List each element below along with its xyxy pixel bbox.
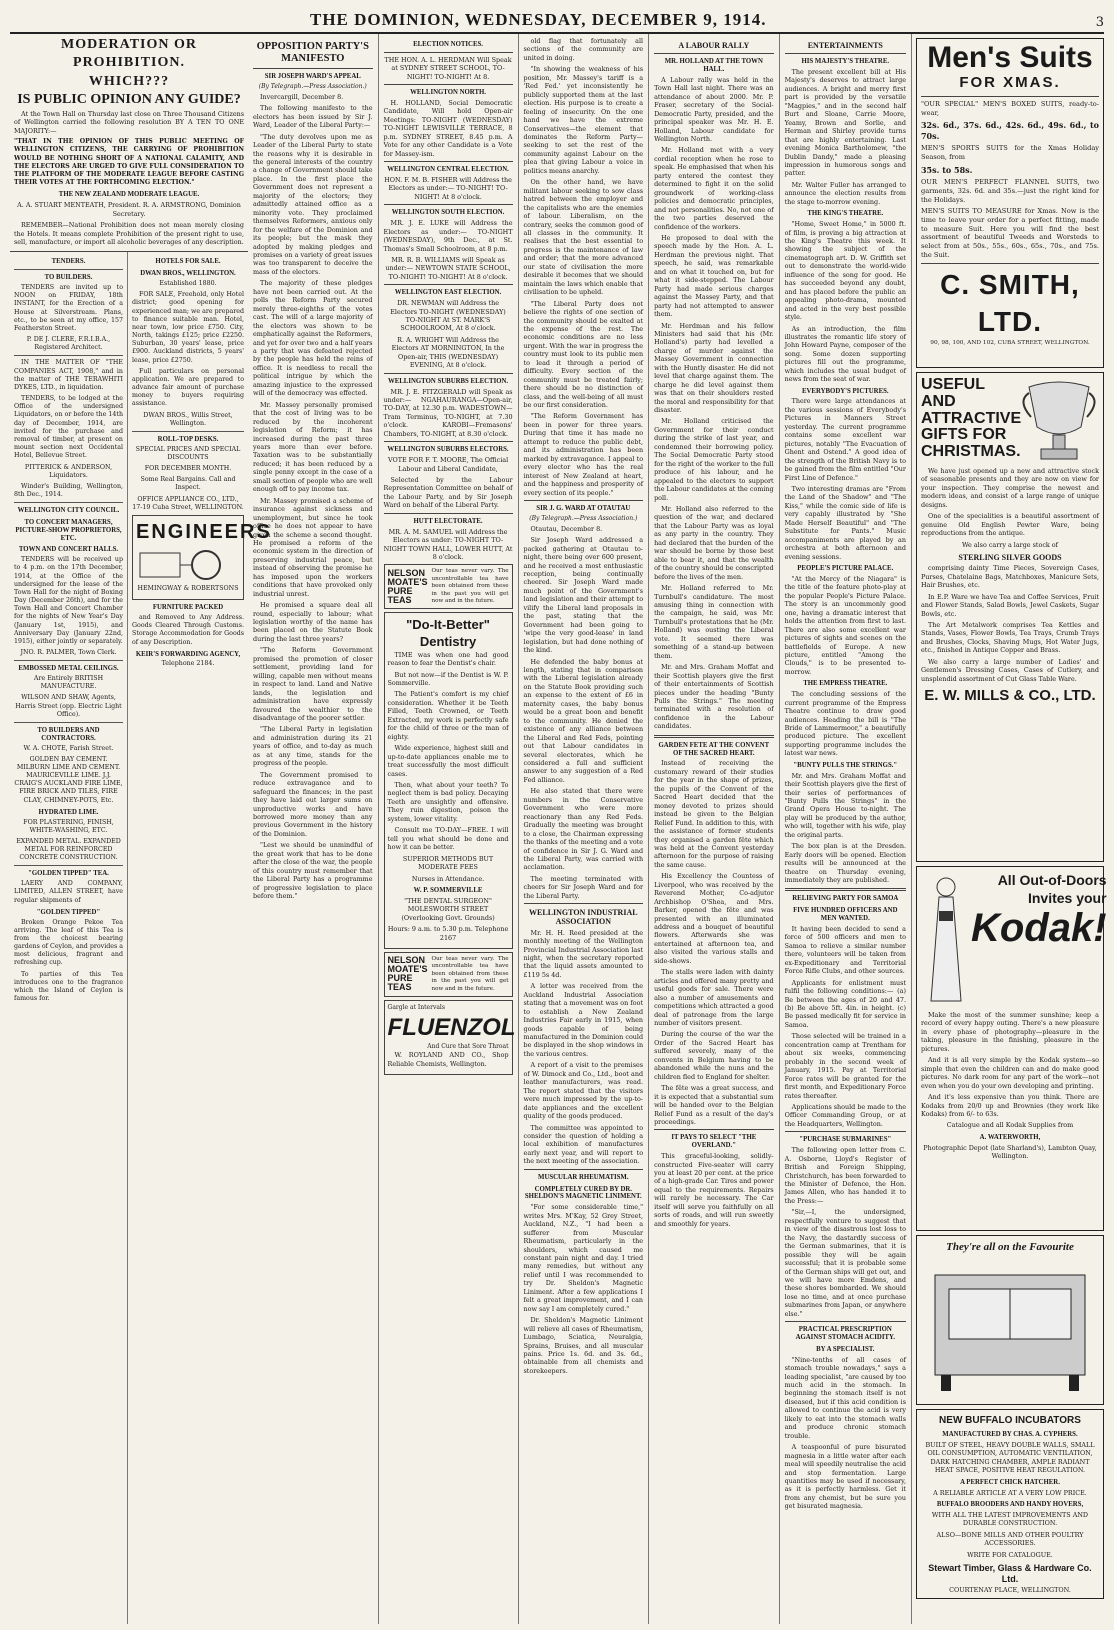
hotels-list: FOR SALE, Freehold, only Hotel district; good opening for experienced man; we are prepared to finance suitable man. Hotel, near town, low price £750. City, North, takings £125; price £2250. Suburban, 30 years' lease, price £900. Auckland districts, 5 years' lease, price £2750. [132, 291, 244, 364]
kings-heading: THE KING'S THEATRE. [807, 210, 884, 218]
tenders-heading: TENDERS. [51, 258, 86, 266]
election-wsub: WELLINGTON SUBURBS ELECTION. [387, 377, 509, 385]
moderation-remember: REMEMBER—National Prohibition does not mean merely closing the Hotels. It means complete Prohibition of the present right to use, sell, manufacture, or import all alcoholic beverages of any description. [14, 221, 244, 246]
moderation-resolution: "THAT IN THE OPINION OF THIS PUBLIC MEETING OF WELLINGTON CITIZENS, THE CARRYING OF PROHIBITION WOULD BE NOTHING SHORT OF A NATIONAL CALAMITY, AND THE ELECTORS ARE URGED TO GIVE FULL CONSIDERATION TO THE PLATFORM OF THE MODERATE LEAGUE BEFORE CASTING THEIR VOTES AT THE FORTHCOMING ELECTION." [14, 138, 244, 187]
tenders-builders: TO BUILDERS. [44, 274, 93, 282]
samoa-p3: Those selected will be trained in a concentration camp at Trentham for about six weeks, commencing probably in the second week of January, 1915. Pay at Territorial Force rates will be granted for the first month, and Expeditionary Force rates thereafter. [784, 1032, 906, 1100]
furniture-heading: FURNITURE PACKED [152, 604, 224, 612]
golden-tipped-ceylon: To parties of this Tea introduces one to the fragrance which the Island of Ceylon is famous for. [14, 970, 123, 1003]
samoa-sub: FIVE HUNDRED OFFICERS AND MEN WANTED. [793, 907, 898, 923]
stewart-timber: Stewart Timber, Glass & Hardware Co. Ltd. [928, 1563, 1092, 1584]
rheumatism-sub: COMPLETELY CURED BY DR. SHELDON'S MAGNETIC LINIMENT. [524, 1185, 642, 1201]
election-williams: MR. R. B. WILLIAMS will Speak as under:— NEWTOWN STATE SCHOOL, TO-NIGHT! TO-NIGHT! At 8 o'clock. [385, 255, 511, 281]
builders-heading: TO BUILDERS AND CONTRACTORS. [37, 726, 100, 742]
column-1 [10, 34, 272, 1624]
suits-title: Men's Suits [927, 41, 1093, 74]
election-moore: VOTE FOR F. T. MOORE, The Official Labour and Liberal Candidate, [387, 456, 509, 473]
opposition-p7: "The Reform Government promised the promotion of closer settlement, providing land for willing, capable men without means in respect to land. Land and Native lands, the legislation and administration have expressly favoured the wealthier to the disadvantage of the poorer settler. [253, 646, 373, 723]
moderation-which: WHICH??? [88, 73, 170, 89]
prescription-sub: BY A SPECIALIST. [816, 1345, 875, 1353]
moderation-officers: A. A. STUART MENTEATH, President. R. A. ARMSTRONG, Dominion Secretary. [17, 201, 241, 218]
wcc-halls: TOWN AND CONCERT HALLS. [18, 546, 119, 554]
golden-tipped-heading: "GOLDEN TIPPED" TEA. [28, 870, 109, 878]
mills-p6: In E.P. Ware we have Tea and Coffee Services, Fruit and Flower Stands, Salad Bowls, Jewel Caskets, Sugar Bowls, etc. [920, 592, 1099, 618]
overland-heading: IT PAYS TO SELECT "THE OVERLAND." [671, 1134, 757, 1150]
election-selected: Selected by the Labour Representation Committee on behalf of the Labour Party, and by Sir Joseph Ward on behalf of the Liberal Party. [383, 476, 513, 510]
column-6 [780, 34, 912, 1624]
kodak-dealer: A. WATERWORTH, [979, 1133, 1041, 1141]
opposition-p3: The majority of these pledges have not been carried out. At the polls the Reform Party secured merely three-eighths of the votes cast. The will of a large majority of the electors was shown to be emphatically against the Reformers, and yet for over two and a half years a party that was defeated rejected by the people has held the reins of office. It is needless to recall the political intrigue by which the amazing injustice to the expressed will of the democracy was effected. [253, 279, 373, 398]
nelson-name-2: NELSON MOATE'S PURE TEAS [387, 955, 428, 993]
tender-timber: TENDERS, to be lodged at the Office of the undersigned Liquidators, on or before the 14th day of December, 1914, are invited for the purchase and removal of timber, at present on mount section next Occidental Hotel, Bellevue Street. [14, 395, 123, 460]
fluenzol-cure: And Cure that Sore Throat [427, 1043, 509, 1051]
submarines-p1: The following open letter from C. A. Osborne, Lloyd's Register of British and Foreign Shipping, Christchurch, has been forwarded to the Minister of Defence, the Hon. James Allen, who has handed it to the Press:— [784, 1146, 906, 1205]
wia-p3: A report of a visit to the premises of W. Dimock and Co., Ltd., boot and leather manufacturers, was read. The report stated that the visitors were much impressed by the up-to-date appliances and the excellent quality of the goods produced. [523, 1061, 644, 1121]
election-ws: WELLINGTON SOUTH ELECTION. [391, 209, 505, 217]
labour-p8: Mr. and Mrs. Graham Moffat and their Scottish players give the first of their entertainments of Scottish pieces under the heading "Bunty Pulls the Strings." The meeting terminated with a resolution of confidence in the Labour candidates. [654, 663, 774, 731]
kodak-logo: Kodak! [970, 905, 1107, 950]
dentist-name: W. P. SOMMERVILLE [413, 886, 483, 894]
stewart-address: COURTENAY PLACE, WELLINGTON. [949, 1585, 1071, 1594]
election-wn: WELLINGTON NORTH. [410, 89, 486, 97]
wia-heading: WELLINGTON INDUSTRIAL ASSOCIATION [529, 908, 638, 927]
opposition-dateline: Invercargill, December 8. [260, 92, 344, 101]
election-fitzgerald: MR. J. E. FITZGERALD will Speak as under:— NGAHAURANGA—Open-air, TO-DAY, at 12.30 p.m. WADESTOWN—Tram Terminus, TO-NIGHT, at 7.30 o'clock. KAROBI—Fremasons' Chambers, TO-NIGHT, at 8.30 o'clock. [383, 387, 513, 438]
kodak-p2: And it is all very simple by the Kodak system—so simple that even the children can and do make good pictures. No dark room for any part of the work—not even when you do your own developing and printing. [920, 1056, 1099, 1090]
fluenzol-tag: Gargle at Intervals [387, 1003, 445, 1011]
hydrated-lime: HYDRATED LIME. [38, 808, 99, 816]
wcc-heading: WELLINGTON CITY COUNCIL. [17, 507, 120, 515]
labour-p7: Mr. Holland referred to Mr. Turnbull's candidature. The most amusing thing in connection with the campaign, he said, was Mr. Turnbull's protestations that he (Mr. Holland) was ousting the Liberal vote. It seemed there was something of a stand-up between them. [654, 584, 774, 660]
kodak-p1: Make the most of the summer sunshine; keep a record of every happy outing. There's a new pleasure in every phase of photography—pleasure in the taking, pleasure in the finishing, pleasure in the pictures. [920, 1011, 1099, 1053]
rheumatism-p2: Dr. Sheldon's Magnetic Liniment will relieve all cases of Rheumatism, Lumbago, Sciatica, Neuralgia, Sprains, Bruises, and all muscular pains. Price 1s. 6d. and 3s. 6d., obtainable from all chemists and storekeepers. [523, 1316, 644, 1375]
bunty-p2: The box plan is at the Dresden. Early doors will be opened. Election results will be announced at the theatre on Thursday evening, immediately they are published. [784, 842, 906, 885]
rolltop-heading: ROLL-TOP DESKS. [157, 435, 219, 443]
embossed-british: Are Entirely BRITISH MANUFACTURE. [33, 675, 104, 691]
fluenzol-title: FLUENZOL [387, 1013, 516, 1041]
election-luke: MR. J. E. LUKE will Address the Electors as under:— TO-NIGHT (WEDNESDAY), 9th Dec., at St. Thomas's Small Schoolroom, at 8 p.m. [383, 219, 513, 253]
engineers-advert [132, 515, 272, 600]
overland-text: This graceful-looking, solidly-constructed Five-seater will carry you at least 20 per cent. at the price of a high-grade Car. Tires and power equal to the requirements. Repairs will rarely be necessary. The Car itself will serve you faithfully on all sorts of roads, and will run sweetly and smoothly for years. [654, 1152, 774, 1228]
labour-heading: A LABOUR RALLY [678, 41, 750, 50]
opposition-p4: Mr. Massey personally promised that the cost of living was to be reduced by the incoherent legislation of Reform; it has increased during the past three years more than ever before. Taxation was to be substantially reduced; it has been reduced by a single penny except in the case of a small section of people who are well enough off to pay income tax. [253, 400, 373, 494]
his-majestys-p1: The present excellent bill at His Majesty's deserves to attract large audiences. A bright and merry first part is provided by the versatile "Magpies," and in the second half Burt and Sloane, Carrie Moore, Yeamy, Brown and Sorlie, and Herman and Shirley provide turns that are highly entertaining. Last evening Monica Bartholomew, "the Dublin Dandy," made a pleasing impression in humorous songs and patter. [784, 68, 906, 178]
mills-p1: We have just opened up a new and attractive stock of seasonable presents and they are now on view for your inspection. They comprise the newest and modern ideas, and consist of a large range of unique designs. [920, 467, 1099, 509]
tender-town-hall-sig: JNO. R. PALMER, Town Clerk. [20, 649, 117, 657]
fluenzol-maker: W. ROYLAND AND CO., Shop Reliable Chemists, Wellington. [387, 1051, 509, 1068]
submarines-heading: "PURCHASE SUBMARINES" [799, 1136, 892, 1144]
otautau-p3: He also stated that there were numbers in the Conservative Government who were more reactionary than any Red Feds. Gradually the meeting was brought to a close, the Chairman expressing the thanks of the meeting and a vote of confidence in Sir J. G. Ward and the Liberal Party, was carried with acclamation. [523, 787, 644, 872]
hotels-finance: Full particulars on personal application. We are prepared to advance fair amount of purchase money to buyers requiring assistance. [132, 367, 244, 408]
peoples-heading: PEOPLE'S PICTURE PALACE. [797, 565, 894, 573]
dwan-est: Established 1880. [159, 280, 217, 288]
kings-p1: "Home, Sweet Home," in 5000 ft. of film, is proving a big attraction at the King's Theatre this week. It showing the subject of the cinematograph art. D. W. Griffith set out to demonstrate the world-wide influence of the song for good. He has succeeded beyond any doubt, and has placed before the public an appealing photo-drama, mounted and acted in the very best possible style. [784, 220, 906, 322]
keir-phone: Telephone 2184. [161, 660, 215, 668]
dentist-advert [384, 612, 513, 949]
buffalo-incubators-advert [916, 1409, 1104, 1599]
prescription-p2: A teaspoonful of pure bisurated magnesia in a little water after each meal will speedily neutralise the acid and stop fermentation. Large quantities may be used if necessary, as it is perfectly harmless. Get it from any chemist, but be sure you get bisurated magnesia. [784, 1443, 906, 1511]
samoa-p1: It having been decided to send a force of 500 officers and men to Samoa to relieve a similar number there, volunteers will be taken from ex-Expeditionary and Territorial Force Rifle Clubs, and other sources. [784, 924, 906, 976]
mills-company: E. W. MILLS & CO., LTD. [924, 687, 1096, 705]
engine-illustration [136, 545, 236, 585]
wcc-sub: TO CONCERT MANAGERS, PICTURE-SHOW PROPRIETORS, ETC. [15, 519, 122, 542]
moderation-question: IS PUBLIC OPINION ANY GUIDE? [17, 92, 241, 108]
speech-p2: "In showing the weakness of his position, Mr. Massey's tariff is a 'Red Fed.' yet inconsistently he publicly supported them at the last election. His purpose is to create a feeling of insecurity. On the one hand we have the extreme Conservatives—the element that dominates the Reform Party—seeking to set the rest of the community against Labour on the plea that giving Labour a voice in politics means anarchy. [523, 65, 644, 175]
buffalo-title: NEW BUFFALO INCUBATORS [939, 1415, 1081, 1426]
labour-p4: Mr. Herdman and his fellow Ministers had said that his (Mr. Holland's) party had levelled a charge of murder against the Massey Government in connection with the Huntly disaster. He did not level that charge against them. The charge he did level against them was that on their shoulders rested the moral and responsibility for that disaster. [654, 321, 774, 415]
opposition-p2: "The duty devolves upon me as Leader of the Liberal Party to state the reasons why it is desirable in the general interests of the country a change of Government should take place. In the first place the Government does not represent a majority of the electors; they admittedly attained office as a minority vote. They proclaimed themselves Reformers, anxious only for the welfare of the Dominion and its people; but the mask they adopted by making pledges and promises on a variety of great issues was too transparent to deceive the mass of the electors. [253, 132, 373, 276]
empress-p1: The concluding sessions of the current programme of the Empress Theatre continue to draw good audiences. Heading the bill is "The Bride of Lammermoor," a beautifully produced picture. The excellent supporting programme includes the latest war news. [784, 690, 906, 758]
mills-p5: comprising dainty Time Pieces, Sovereign Cases, Purses, Chatelaine Bags, Matchboxes, Manicure Sets, Hair Brushes, etc. [920, 564, 1099, 590]
nelson-advert [384, 564, 513, 609]
suits-l2: 32s. 6d., 37s. 6d., 42s. 6d., 49s. 6d., to 70s. [920, 120, 1099, 141]
buffalo-price: A RELIABLE ARTICLE AT A VERY LOW PRICE. [933, 1488, 1087, 1497]
furniture-desc: and Removed to Any Address. Goods Cleared Through Customs. Storage Accommodation for Goods of any Description. [132, 613, 244, 646]
kodak-line1: All Out-of-Doors [997, 872, 1107, 888]
election-fisher: HON. F. M. B. FISHER will Address the Electors as under:— TO-NIGHT! TO-NIGHT! At 8 o'clock. [384, 175, 512, 201]
rheumatism-heading: MUSCULAR RHEUMATISM. [538, 1173, 629, 1181]
buffalo-catalogue: WRITE FOR CATALOGUE. [967, 1550, 1053, 1559]
incubator-illustration [921, 1255, 1099, 1395]
labour-p2: Mr. Holland met with a very cordial reception when he rose to speak. He emphasised that when his party entered the contest they determined to fight it on the solid groundwork of working-class policies and democratic principles, and not personalities. No, not one of the two parties deserved the confidence of the workers. [654, 146, 774, 231]
speech-p4: "The Liberal Party does not believe the rights of one section of the community should be exalted at the expense of the rest. The economic conditions are no less urgent. With the war in progress the country must look to its public men to lead it through a period of difficulty. Every section of the community must be treated fairly; there should be no distinction of class, and the well-being of all must be our first consideration. [523, 299, 644, 410]
suits-l6: MEN'S SUITS TO MEASURE for Xmas. Now is the time to leave your order for a perfect fitting, made to measure Suit. Here you will find the best assortment of beautiful Tweeds and Worsteds to select from at 50s., 55s., 60s., 65s., 70s., and 75s. the Suit. [920, 207, 1099, 259]
bunty-p1: Mr. and Mrs. Graham Moffat and their Scottish players give the first of their series of performances of "Bunty Pulls the Strings" in the Grand Opera House to-night. The play will be produced by the author, who will, together with his wife, play the original parts. [784, 771, 906, 839]
moderation-intro: At the Town Hall on Thursday last close on Three Thousand Citizens of Wellington carried the following resolution BY A TEN TO ONE MAJORITY:— [14, 109, 244, 135]
mills-gifts-advert [916, 372, 1104, 862]
suits-l1: "OUR SPECIAL" MEN'S BOXED SUITS, ready-to-wear, [920, 99, 1099, 117]
garden-p2: His Excellency the Countess of Liverpool, who was received by the Reverend Mother, Co-adjutor Archbishop O'Shea, and Mrs. Barker, opened the fête and was presented with an illuminated address and a bouquet of beautiful flowers. Afterwards she was entertained at afternoon tea, and also visited the various stalls and side-shows. [654, 872, 774, 965]
engineers-title: ENGINEERS [136, 521, 272, 543]
dentist-p1: TIME was when one had good reason to fear the Dentist's chair. [387, 650, 509, 668]
dwan-address: DWAN BROS., Willis Street, Wellington. [143, 411, 233, 427]
samoa-p4: Applications should be made to the Officer Commanding Group, or at the Headquarters, Wellington. [784, 1102, 906, 1128]
mills-p8: We also carry a large number of Ladies' and Gentlemen's Dressing Cases, Cases of Cutlery, and unsplendid assortment of Cut Glass Table Ware. [920, 657, 1099, 683]
column-3 [379, 34, 519, 1624]
samoa-p2: Applicants for enlistment must fulfil the following conditions:— (a) Be between the ages of 20 and 47. (b) Be above 5ft. 4in. in height. (c) Be passed medically fit for service in Samoa. [784, 978, 906, 1029]
classifieds-column [128, 252, 272, 1624]
otautau-p2: He defended the baby bonus at length, stating that in comparison with the Liberal legislation already on the Statute Book providing such an expense to the extent of £6 in maternity cases, the baby bonus would be a great boon and benefit to the community. He denied the existence of any alliance between the Liberal and Red Feds, pointing out that Labour candidates in several electorates, which he considered a full and sufficient answer to any suggestion of a Red Fed alliance. [523, 657, 644, 784]
election-hutt: HUTT ELECTORATE. [413, 517, 483, 525]
everybodys-p1: There were large attendances at the various sessions of Everybody's Pictures in Manners Street yesterday. The current programme contains some excellent war pictures, notably "The Evacuation of Ghent and Ostend." A good idea of the strength of the British Navy is to be gained from the film entitled "Our First Line of Defence." [784, 397, 906, 482]
kodak-line2: Invites your [1027, 890, 1107, 907]
opposition-subhead: SIR JOSEPH WARD'S APPEAL [264, 73, 361, 81]
moderation-advert [10, 34, 248, 252]
bunty-heading: "BUNTY PULLS THE STRINGS." [793, 761, 898, 769]
prescription-heading: PRACTICAL PRESCRIPTION AGAINST STOMACH ACIDITY. [795, 1326, 895, 1342]
election-heading: ELECTION NOTICES. [413, 41, 483, 48]
dentist-hours: Hours: 9 a.m. to 5.30 p.m. Telephone 2167 [387, 925, 509, 942]
election-wsub-electors: WELLINGTON SUBURBS ELECTORS. [387, 446, 509, 454]
kodak-dealer-address: Photographic Depot (late Sharland's), Lambton Quay, Wellington. [923, 1143, 1097, 1161]
election-we: WELLINGTON EAST ELECTION. [394, 289, 502, 297]
column-5 [649, 34, 780, 1624]
dentist-p4: Wide experience, highest skill and up-to-date appliances enable me to treat successfully the most difficult cases. [387, 744, 509, 778]
otautau-p4: The meeting terminated with cheers for Sir Joseph Ward and for the Liberal Party. [523, 874, 644, 900]
woman-with-camera-illustration [921, 871, 971, 1011]
masthead-title: THE DOMINION, WEDNESDAY, DECEMBER 9, 1914. [310, 10, 767, 29]
c-smith-logo: C. SMITH, LTD. [940, 268, 1080, 337]
his-majestys-p2: Mr. Walter Fuller has arranged to announce the election results from the stage to-morrow evening. [784, 180, 906, 206]
buffalo-hatcher: A PERFECT CHICK HATCHER. [960, 1478, 1060, 1486]
garden-p3: The stalls were laden with dainty articles and offered many pretty and useful goods for sale. There were also a number of amusements and competitions which attracted a good deal of patronage from the large number of visitors present. [654, 968, 774, 1028]
trophy-cup-illustration [1015, 377, 1103, 467]
opposition-p8: "The Liberal Party in legislation and administration during its 21 years of office, and to-day as much as at any time, stands for the progress of the people. [253, 725, 373, 768]
nelson-text-2: Our teas never vary. The uncontrollable tea have been obtained from these in the past you will get now and in the future. [431, 956, 509, 992]
speech-p1: old flag that fortunately all sections of the community are united in doing. [523, 37, 644, 62]
moderation-title: MODERATION OR PROHIBITION. [60, 37, 198, 71]
wia-p2: A letter was received from the Auckland Industrial Association stating that a movement was on foot to establish a New Zealand Industries Fair early in 1915, when goods capable of being manufactured in the Dominion could be displayed in the shop windows in the various centres. [523, 982, 644, 1058]
suits-l3: MEN'S SPORTS SUITS for the Xmas Holiday Season, from [920, 144, 1099, 161]
tender-terawhiti: IN THE MATTER OF "THE COMPANIES ACT, 1908," and in the matter of THE TERAWHITI DYKES, LTD., in liquidation. [14, 359, 123, 391]
dentist-p8: Nurses in Attendance. [411, 874, 485, 883]
buffalo-brooders: BUFFALO BROODERS AND HANDY HOVERS, [936, 1501, 1084, 1509]
everybodys-p2: Two interesting dramas are "From the Land of the Shadow" and "The Kiss," while the comic side of life is very capably illustrated by "She Made Herself Beautiful" and "The Substitute for Pants." Music accompaniments are played by an orchestra at both afternoon and evening sessions. [784, 485, 906, 561]
kodak-p4: Catalogue and all Kodak Supplies from [946, 1121, 1074, 1130]
his-majestys-heading: HIS MAJESTY'S THEATRE. [801, 58, 890, 66]
dwan-heading: DWAN BROS., WELLINGTON. [140, 270, 236, 278]
keir-heading: KEIR'S FORWARDING AGENCY, [135, 650, 241, 658]
opposition-p9: The Government promised to reduce extravagance and to safeguard the finances; in the past they have laid out larger sums on unproductive works and have borrowed more money than any previous Government in the history of the Dominion. [253, 770, 373, 838]
kodak-p3: And it's less expensive than you think. There are Kodaks from 20/0 up and Brownies (they work like Kodaks) from 6/- to 63s. [920, 1093, 1099, 1118]
buffalo-features: BUILT OF STEEL, HEAVY DOUBLE WALLS, SMALL OIL CONSUMPTION, AUTOMATIC VENTILATION, DARK HATCHING CHAMBER, AMPLE RADIANT HEAT SPACE, POSITIVE HEAT REGULATION. [925, 1441, 1095, 1475]
rolltop-bargains: Some Real Bargains. Call and Inspect. [140, 476, 236, 492]
garden-p1: Instead of receiving the customary reward of their studies for the year in the shape of prizes, the pupils of the Convent of the Sacred Heart decided that the money devoted to prizes should instead be given to the Belgian Relief Fund. In addition to this, with the assistance of former students they organised a garden fête which was held at the Convent yesterday afternoon for the purpose of raising the same cause. [654, 759, 774, 869]
plastering: FOR PLASTERING, FINISH, WHITE-WASHING, ETC. [23, 818, 114, 834]
wia-p4: The committee was appointed to consider the question of holding a local exhibition of manufactures early next year, and will report to the next meeting of the association. [523, 1123, 644, 1166]
golden-tipped-sub: "GOLDEN TIPPED" [36, 908, 101, 916]
tender-timber-date: Winder's Building, Wellington, 8th Dec., 1914. [14, 482, 123, 499]
labour-p1: A Labour rally was held in the Town Hall last night. There was an attendance of about 2000. Mr. P. Fraser, secretary of the Social-Democratic Party, presided, and the principal speaker was Mr. H. E. Holland, Labour candidate for Wellington North. [654, 75, 774, 143]
page-number: 3 [1095, 15, 1104, 30]
dentist-heading: "Do-It-Better" Dentistry [406, 617, 490, 650]
wia-p1: Mr. H. H. Reed presided at the monthly meeting of the Wellington Provincial Industrial Association last night, when the secretary reported that the liquid assets amounted to £119 5s 4d. [523, 928, 644, 979]
empress-heading: THE EMPRESS THEATRE. [803, 680, 888, 688]
garden-p4: During the course of the war the Order of the Sacred Heart has suffered severely, many of the convents in Belgium having to be abandoned while the nuns and the children fled to England for shelter. [654, 1030, 774, 1081]
mills-title: USEFUL AND ATTRACTIVE GIFTS FOR CHRISTMAS. [920, 376, 1022, 461]
suits-l5: OUR MEN'S PERFECT FLANNEL SUITS, two garments, 32s. 6d. and 35s.—just the right kind for the Holidays. [920, 178, 1099, 204]
speech-p5: "The Reform Government has been in power for three years. During that time it has made no attempt to reduce the public debt, and its administration has been marked by extravagance. I appeal to every elector who has the real interest of New Zealand at heart, and the happiness and prosperity of every section of its people." [523, 412, 644, 497]
nelson-name: NELSON MOATE'S PURE TEAS [387, 567, 428, 605]
dentist-p3: The Patient's comfort is my chief consideration. Whether it be Teeth Filled, Teeth Crowned, or Teeth Extracted, my work is perfectly safe for the child of three or the man of eighty. [387, 690, 509, 741]
moderation-league: THE NEW ZEALAND MODERATE LEAGUE. [58, 191, 200, 199]
engineers-company: HEMINGWAY & ROBERTSONS [137, 585, 239, 592]
labour-p3: He proposed to deal with the speech made by the Hon. A. L. Herdman the previous night. That speech, he said, was remarkable and on what it touched on, but for what it side-stepped. The Labour Party had made serious charges against the Massey Party, and that party had not attempted to answer them. [654, 233, 774, 319]
tender-timber-sig: PITTERICK & ANDERSON, Liquidators. [24, 463, 113, 479]
nelson-text: Our teas never vary. The uncontrollable tea have been obtained from these in the past you will get now and in the future. [431, 568, 509, 604]
prescription-p1: "Nine-tenths of all cases of stomach trouble nowadays," says a leading specialist, "are caused by too much acid in the stomach. In beginning the stomach itself is not diseased, but if this acid condition is allowed to continue the acid is very likely to eat into the stomach walls and produce chronic stomach trouble. [784, 1355, 906, 1440]
election-newman: DR. NEWMAN will Address the Electors TO-NIGHT (WEDNESDAY) TO-NIGHT At ST. MARK'S SCHOOLROOM, At 8 o'clock. [390, 299, 506, 333]
rolltop-month: FOR DECEMBER MONTH. [144, 465, 232, 473]
mills-sterling: STERLING SILVER GOODS [958, 553, 1062, 563]
tender-house-sig: P. DE J. CLERE, F.R.I.B.A., Registered Architect. [26, 336, 111, 352]
fluenzol-advert [384, 1000, 516, 1075]
tender-town-hall: TENDERS will be received up to 4 p.m. on the 17th December, 1914, at the Office of the undersigned for the lease of the Town Hall for the night of Boxing Day (December 26th), and for the Town Hall and Concert Chamber for the nights of New Year's Day (January 1st, 1915), and Anniversary Day (January 22nd, 1915), either jointly or separately. [14, 556, 123, 645]
opposition-byline: (By Telegraph.—Press Association.) [258, 82, 367, 90]
masthead [10, 6, 1104, 34]
otautau-p1: Sir Joseph Ward addressed a packed gathering at Otautau to-night, there being over 600 present, and he received a most enthusiastic reception, being continually cheered. Sir Joseph Ward made much point of the Government's land legislation and their attempt to vilify the Liberal land proposals in the past, stating that the Government had been going to 'wipe the very good-lease' in land legislation, but had done nothing of the kind. [523, 536, 644, 655]
opposition-p6: He promised a square deal all round, especially to labour; what legislation worthy of the name has been placed on the Statute Book during the last three years? [253, 601, 373, 643]
rheumatism-p1: "For some considerable time," writes Mrs. M'Kay, 52 Grey Street, Auckland, N.Z., "I had been a sufferer from Muscular Rheumatism, particularly in the shoulders, which caused me constant pain night and day. I tried many remedies, but without any relief until I was recommended to try Dr. Sheldon's Magnetic Liniment. After a few applications I felt a great improvement, and I can now say I am completely cured." [523, 1203, 644, 1313]
otautau-dateline: Otautau, December 8. [530, 524, 603, 533]
laery-company: LAERY AND COMPANY, LIMITED, ALLEN STREET, have regular shipments of [14, 880, 123, 904]
column-7-ads [912, 34, 1107, 1624]
suits-sub: FOR XMAS. [959, 74, 1061, 91]
opposition-p5: Mr. Massey promised a scheme of insurance against sickness and unemployment, but since he took office he does not appear to have given the scheme a second thought. He promised a reform of the economic system in the direction of preserving industrial peace, but instead of observing the promise he has imposed upon the workers conditions that have provoked only industrial unrest. [253, 496, 373, 598]
dentist-p7: SUPERIOR METHODS BUT MODERATE FEES [402, 854, 494, 872]
buffalo-bone-mills: ALSO—BONE MILLS AND OTHER POULTRY ACCESSORIES. [936, 1530, 1084, 1548]
otautau-byline: (By Telegraph.—Press Association.) [529, 514, 638, 522]
embossed-heading: EMBOSSED METAL CEILINGS. [18, 665, 119, 673]
mills-p7: The Art Metalwork comprises Tea Kettles and Stands, Vases, Flower Bowls, Tea Trays, Crumb Trays and Brushes, Clocks, Shaving Mugs, Hot Water Jugs, etc., finished in Antique Copper and Brass. [920, 620, 1099, 655]
buffalo-improvements: WITH ALL THE LATEST IMPROVEMENTS AND DURABLE CONSTRUCTION. [931, 1510, 1089, 1528]
nelson-advert-2 [384, 952, 513, 997]
builders-products: GOLDEN BAY CEMENT. MILBURN LIME AND CEMENT. MAURICEVILLE LIME. J.J. CRAIG'S AUCKLAND FIRE LIME, FIRE BRICK AND TILES, FIRE CLAY, CHIMNEY-POTS, Etc. [14, 755, 123, 804]
c-smith-address: 90, 98, 100, AND 102, CUBA STREET, WELLINGTON. [930, 340, 1090, 347]
kodak-advert [916, 866, 1107, 1231]
tender-house: TENDERS are invited up to NOON on FRIDAY, 18th INSTANT, for the Erection of a House at Silverstream. Plans, etc., to be seen at my office, 157 Featherston Street. [14, 284, 123, 332]
favourite-title: They're all on the Favourite [946, 1241, 1074, 1253]
column-4 [519, 34, 650, 1624]
dentist-p2: But not now—if the Dentist is W. P. Sommerville. [387, 670, 509, 687]
election-wc: WELLINGTON CENTRAL ELECTION. [387, 166, 509, 174]
opposition-headline: OPPOSITION PARTY'S MANIFESTO [256, 41, 369, 65]
election-samuel: MR. A. M. SAMUEL will Address the Electors as under: TO-NIGHT TO-NIGHT TOWN HALL, LOWER HUTT, At 8 o'clock. [383, 527, 513, 561]
dentist-p5: Then, what about your teeth? To neglect them is bad policy. Decaying Teeth are unsightly and offensive. They ruin digestion, poison the system, lower vitality. [387, 780, 509, 823]
labour-sub: MR. HOLLAND AT THE TOWN HALL. [664, 58, 763, 73]
otautau-heading: SIR J. G. WARD AT OTAUTAU [536, 505, 631, 513]
mills-p3: We also carry a large stock of [961, 540, 1059, 549]
dentist-p6: Consult me TO-DAY—FREE. I will tell you what should be done and how it can be better. [387, 826, 509, 852]
opposition-p10: "Lest we should be unmindful of the great work that has to be done after the close of the war, the people of this country must remember that the Liberal Party has a programme of progressive legislation to place before them." [253, 841, 373, 901]
election-wright: R. A. WRIGHT Will Address the Electors AT MORNINGTON, In the Open-air, THIS (WEDNESDAY) EVENING, At 8 o'clock. [391, 335, 505, 370]
everybodys-heading: EVERYBODY'S PICTURES. [801, 387, 889, 395]
embossed-agents: WILSON AND SHAW, Agents, Harris Street (opp. Electric Light Office). [15, 694, 122, 718]
expanded-metal: EXPANDED METAL. EXPANDED METAL FOR REINFORCED CONCRETE CONSTRUCTION. [16, 837, 121, 862]
hotels-heading: HOTELS FOR SALE. [155, 258, 221, 266]
kings-p2: As an introduction, the film illustrates the romantic life story of John Howard Payne, composer of the song. Some dozen supporting pictures fill out the programme, which includes the usual budget of news from the seat of war. [784, 324, 906, 384]
mills-p2: One of the specialities is a beautiful assortment of genuine Old English Pewter Ware, being reproductions from the antique. [920, 512, 1099, 538]
opposition-p1: The following manifesto to the electors has been issued by Sir J. Ward, Leader of the Liberal Party:— [253, 104, 373, 130]
garden-heading: GARDEN FETE AT THE CONVENT OF THE SACRED HEART. [658, 741, 770, 757]
mens-suits-advert [916, 38, 1104, 368]
labour-p6: Mr. Holland also referred to the question of the war, and declared that the Labour Party was as loyal as any party in the country. They had declared that the burden of the war should be borne by those best able to bear it, and that the wealth of the country should be conscripted before the lives of the men. [654, 505, 774, 581]
peoples-p1: "At the Mercy of the Niagara" is the title of the feature photo-play at the popular People's Picture Palace. The story is an uncommonly good one, having a dramatic interest that holds the attention from first to last. There are also some excellent war pictures of sights and scenes on the battlefields of Europe. A new picture, entitled "Among the Clouds," is to be presented to-morrow. [784, 574, 906, 676]
rolltop-prices: SPECIAL PRICES AND SPECIAL DISCOUNTS [135, 445, 241, 461]
golden-tipped-desc: Broken Orange Pekoe Tea arriving. The leaf of this Tea is from the choicest bearing gardens of Ceylon, and provides a most delicious, fragrant and refreshing cup. [14, 918, 123, 967]
submarines-p2: "Sir,—I, the undersigned, respectfully venture to suggest that in view of the disastrous lost loss to the Navy, the dastardly success of the German submarines, that it is possible they will be again successful; that it is probable some of the German ships will get out, and we will have more Emdens, and these shores bombarded. We should lose no time, and at once purchase submarines from Japan, or anywhere else." [784, 1208, 906, 1318]
garden-p5: The fête was a great success, and it is expected that a substantial sum will be handed over to the Belgian Relief Fund as a result of the day's proceedings. [654, 1084, 774, 1126]
speech-p3: On the other hand, we have militant labour seeking to sow class hatred between the employer and the capitalists who are the enemies of labour. Liberalism, on the contrary, seeks the common good of all classes in the community. It realises that the best essential to progress is the maintenance of law and order; that the more advanced our state of civilisation the more desirable it becomes that we should maintain the laws which enable that civilisation to be upheld. [523, 178, 644, 297]
tenders-column [10, 252, 128, 1624]
suits-l4: 35s. to 58s. [920, 164, 973, 175]
samoa-heading: RELIEVING PARTY FOR SAMOA [792, 895, 899, 903]
buffalo-maker: MANUFACTURED BY CHAS. A. CYPHERS. [942, 1431, 1078, 1439]
favourite-advert [916, 1235, 1104, 1405]
builders-chote: W. A. CHOTE, Farish Street. [23, 744, 114, 752]
labour-p5: Mr. Holland criticised the Government for their conduct during the strike of last year, and condemned their borrowing policy. The Social Democratic Party stood for the right of the worker to the full produce of his labour, and he appealed to the electors to support the Labour candidates at the coming poll. [654, 417, 774, 502]
election-holland: H. HOLLAND, Social Democratic Candidate, Will hold Open-air Meetings: TO-NIGHT (WEDNESDAY) TO-NIGHT LEWISVILLE TERRACE, 8 p.m. SYDNEY STREET, 8.45 p.m. A Vote for any other Candidate is a Vote for Massey-ism. [383, 98, 513, 158]
dentist-address: "THE DENTAL SURGEON" MOLESWORTH STREET (Overlooking Govt. Grounds) [401, 896, 495, 922]
election-herdman: THE HON. A. L. HERDMAN Will Speak at SYDNEY STREET SCHOOL, TO-NIGHT! TO-NIGHT! At 8. [384, 55, 512, 81]
rolltop-company: OFFICE APPLIANCE CO., LTD., 17-19 Cuba Street, WELLINGTON. [132, 495, 244, 511]
entertainments-heading: ENTERTAINMENTS [807, 41, 883, 50]
column-2 [248, 34, 379, 1624]
